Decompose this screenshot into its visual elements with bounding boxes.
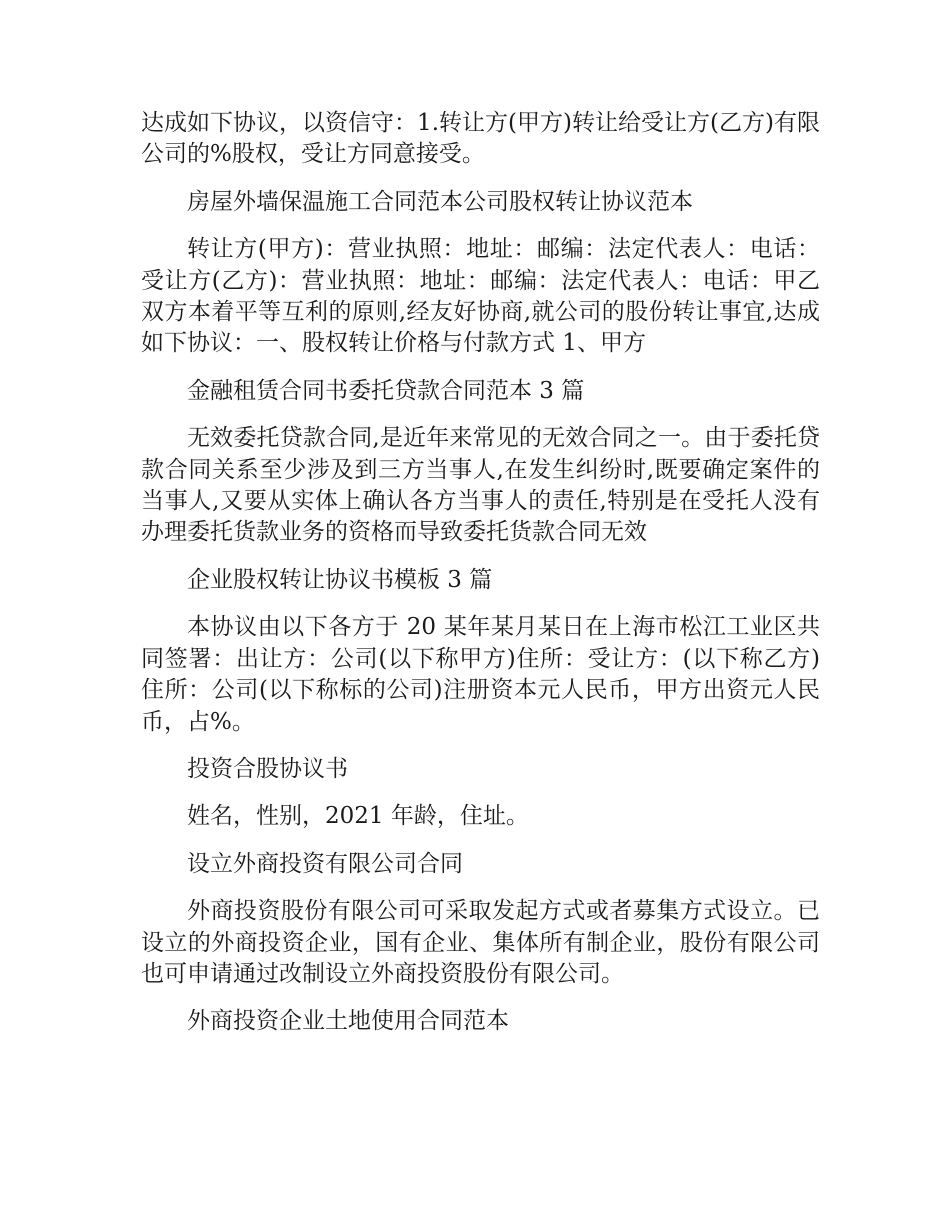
heading-equity-transfer-template: 房屋外墙保温施工合同范本公司股权转让协议范本	[187, 188, 693, 215]
paragraph-foreign-invested-shares: 外商投资股份有限公司可采取发起方式或者募集方式设立。已设立的外商投资企业，国有企业、集体所有制企业，股份有限公司也可申请通过改制设立外商投资股份有限公司。	[141, 898, 820, 987]
heading-enterprise-equity-transfer: 企业股权转让协议书模板 3 篇	[187, 566, 493, 593]
heading-entrusted-loan-contract: 金融租赁合同书委托贷款合同范本 3 篇	[187, 377, 585, 404]
paragraph-agreement-signing: 本协议由以下各方于 20 某年某月某日在上海市松江工业区共同签署：出让方：公司(以下称甲方)住所：受让方：(以下称乙方)住所：公司(以下称标的公司)注册资本元人民币，甲方出资元人民币，占%。	[141, 614, 820, 735]
paragraph-parties-info: 转让方(甲方)：营业执照：地址：邮编：法定代表人：电话：受让方(乙方)：营业执照：地址：邮编：法定代表人：电话：甲乙双方本着平等互利的原则,经友好协商,就公司的股份转让事宜,达成如下协议：一、股权转让价格与付款方式 1、甲方	[141, 236, 820, 357]
paragraph-personal-info: 姓名，性别，2021 年龄，住址。	[187, 803, 529, 830]
paragraph-invalid-entrusted-loan: 无效委托贷款合同,是近年来常见的无效合同之一。由于委托贷款合同关系至少涉及到三方当事人,在发生纠纷时,既要确定案件的当事人,又要从实体上确认各方当事人的责任,特别是在受托人没有办理委托货款业务的资格而导致委托货款合同无效	[141, 425, 820, 546]
heading-land-use-contract: 外商投资企业土地使用合同范本	[187, 1008, 509, 1035]
heading-foreign-invested-company: 设立外商投资有限公司合同	[187, 850, 463, 877]
heading-investment-partnership: 投资合股协议书	[187, 755, 348, 782]
paragraph-agreement-continuation: 达成如下协议，以资信守：1.转让方(甲方)转让给受让方(乙方)有限公司的%股权，受让方同意接受。	[141, 110, 820, 168]
